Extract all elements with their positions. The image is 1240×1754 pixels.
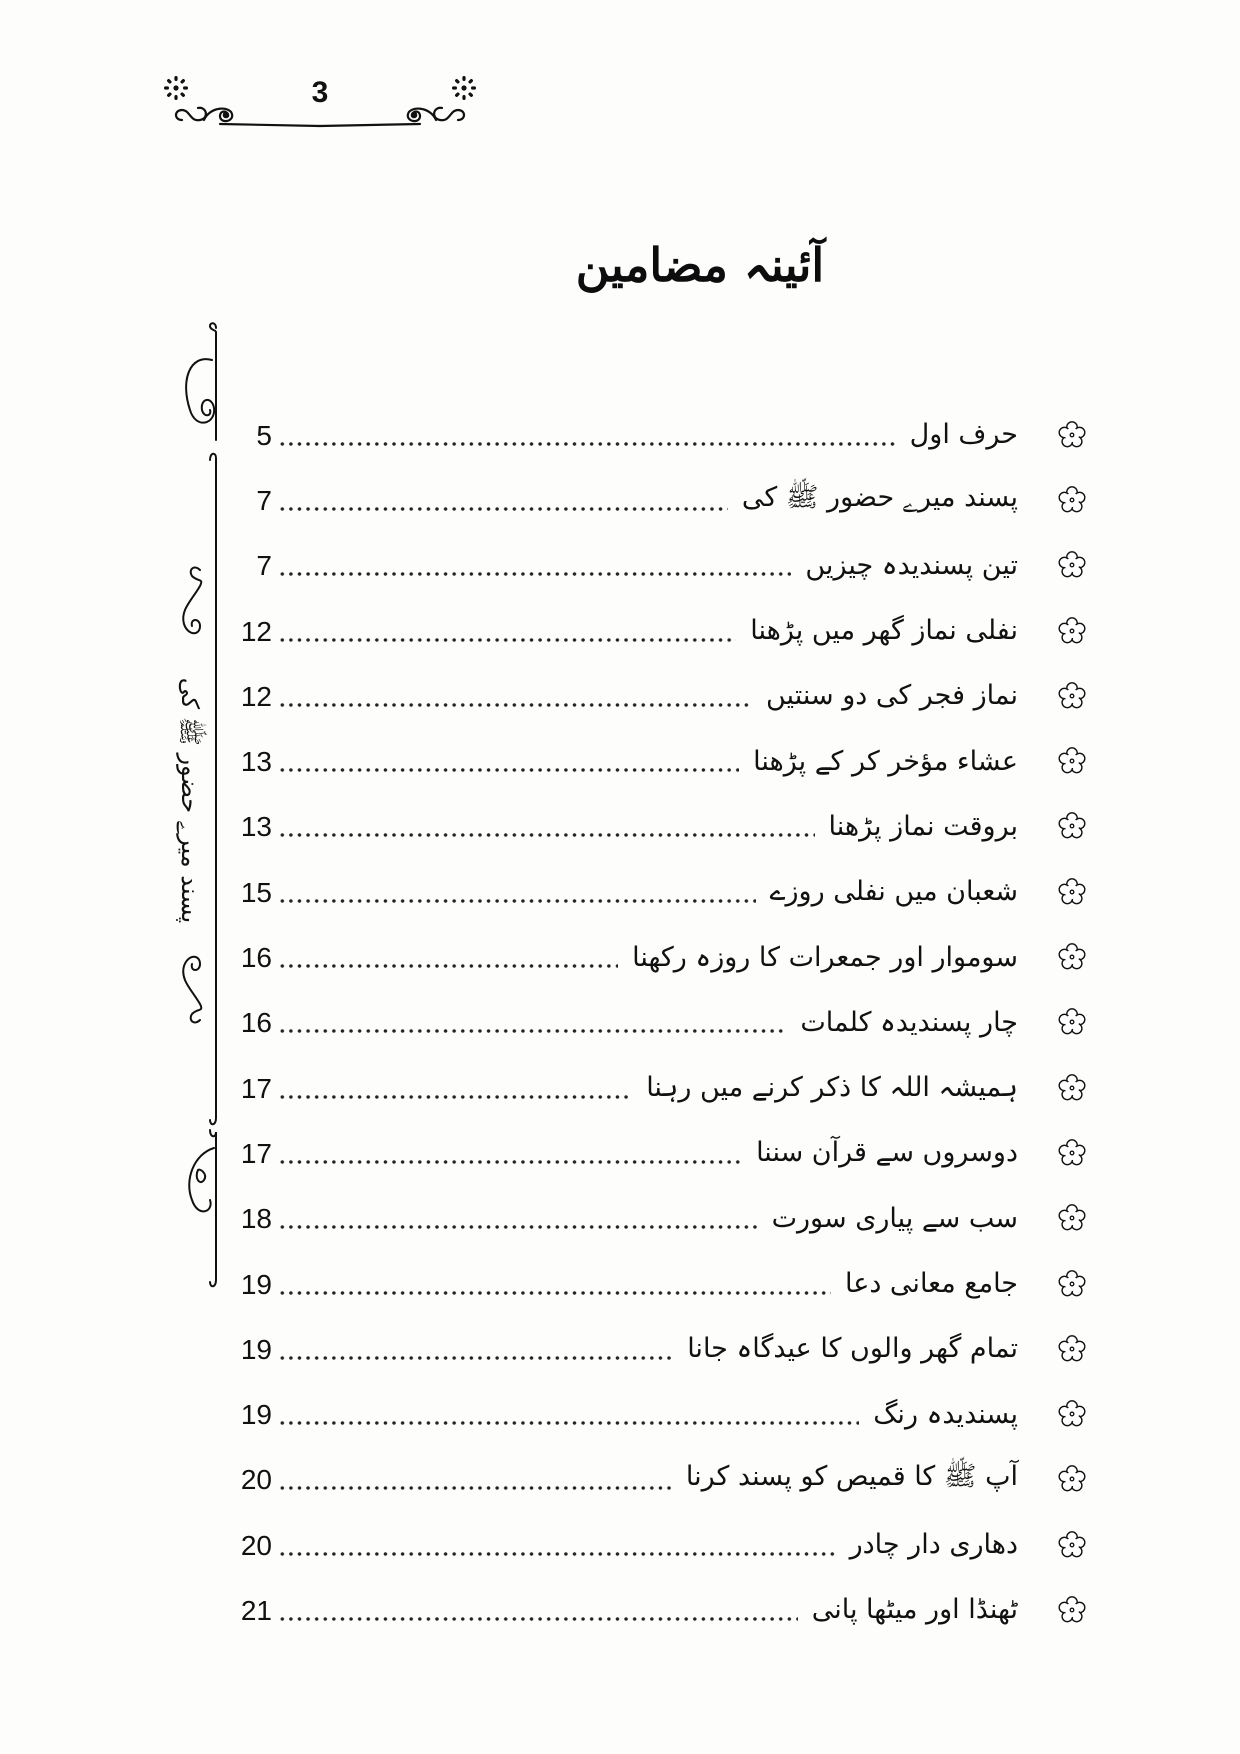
dot-leader <box>278 442 896 446</box>
toc-page-number: 7 <box>256 484 272 516</box>
toc-page-number: 17 <box>240 1137 272 1169</box>
table-of-contents <box>228 402 1098 1643</box>
dot-leader <box>278 1552 836 1556</box>
toc-page-number: 17 <box>240 1072 272 1104</box>
toc-entry-title: تین پسندیدہ چیزیں <box>801 550 1018 581</box>
toc-page-number: 16 <box>240 942 272 974</box>
dot-leader <box>278 1095 632 1099</box>
dot-leader <box>278 833 815 837</box>
toc-entry[interactable] <box>228 598 1098 663</box>
toc-page-number: 18 <box>240 1203 272 1235</box>
toc-page-number: 13 <box>240 746 272 778</box>
flower-bullet-icon <box>1046 614 1098 648</box>
toc-page-number: 20 <box>240 1529 272 1561</box>
toc-entry-title: دوسروں سے قرآن سننا <box>752 1137 1018 1168</box>
toc-entry[interactable] <box>228 533 1098 598</box>
toc-entry-title: چار پسندیدہ کلمات <box>796 1007 1018 1038</box>
toc-entry-title: تمام گھر والوں کا عیدگاہ جانا <box>683 1333 1018 1364</box>
side-running-title <box>168 590 208 1010</box>
dot-leader <box>278 1617 798 1621</box>
dot-leader <box>278 1029 786 1033</box>
flower-bullet-icon <box>1046 809 1098 843</box>
flower-bullet-icon <box>1046 1462 1098 1496</box>
toc-entry[interactable] <box>228 924 1098 989</box>
dot-leader <box>278 899 756 903</box>
toc-entry[interactable] <box>228 1251 1098 1316</box>
toc-entry[interactable] <box>228 1512 1098 1577</box>
toc-page-number: 19 <box>240 1333 272 1365</box>
toc-page-number: 19 <box>240 1399 272 1431</box>
toc-page-number: 16 <box>240 1007 272 1039</box>
flower-bullet-icon <box>1046 875 1098 909</box>
flower-bullet-icon <box>1046 1528 1098 1562</box>
flower-bullet-icon <box>1046 1332 1098 1366</box>
toc-entry[interactable] <box>228 1186 1098 1251</box>
flower-bullet-icon <box>1046 1005 1098 1039</box>
toc-entry[interactable] <box>228 728 1098 793</box>
toc-entry[interactable] <box>228 1316 1098 1381</box>
toc-entry[interactable] <box>228 990 1098 1055</box>
toc-entry-title: ہمیشہ اللہ کا ذکر کرنے میں رہنا <box>642 1072 1018 1103</box>
toc-entry[interactable] <box>228 859 1098 924</box>
toc-entry[interactable] <box>228 1577 1098 1642</box>
dot-leader <box>278 1160 742 1164</box>
flower-bullet-icon <box>1046 679 1098 713</box>
toc-page-number: 13 <box>240 811 272 843</box>
flower-bullet-icon <box>1046 1136 1098 1170</box>
toc-entry-title: آپ ﷺ کا قمیص کو پسند کرنا <box>682 1459 1018 1499</box>
flower-bullet-icon <box>1046 483 1098 517</box>
dot-leader <box>278 1225 758 1229</box>
toc-page-number: 15 <box>240 876 272 908</box>
toc-page-number: 20 <box>240 1464 272 1496</box>
toc-entry-title: جامع معانی دعا <box>841 1268 1018 1299</box>
flower-bullet-icon <box>1046 744 1098 778</box>
dot-leader <box>278 572 791 576</box>
dot-leader <box>278 1421 859 1425</box>
dot-leader <box>278 1291 831 1295</box>
toc-entry-title: سب سے پیاری سورت <box>768 1203 1018 1234</box>
toc-entry[interactable] <box>228 1120 1098 1185</box>
dot-leader <box>278 703 752 707</box>
toc-entry[interactable] <box>228 794 1098 859</box>
toc-entry-title: شعبان میں نفلی روزے <box>766 876 1018 907</box>
toc-page-number: 5 <box>256 419 272 451</box>
toc-entry-title: نماز فجر کی دو سنتیں <box>762 680 1018 711</box>
dot-leader <box>278 507 728 511</box>
dot-leader <box>278 638 736 642</box>
toc-entry[interactable] <box>228 1381 1098 1446</box>
flower-bullet-icon <box>1046 940 1098 974</box>
flower-bullet-icon <box>1046 1397 1098 1431</box>
toc-entry-title: پسندیدہ رنگ <box>869 1399 1018 1430</box>
flower-bullet-icon <box>1046 1201 1098 1235</box>
toc-entry-title: دھاری دار چادر <box>846 1529 1018 1560</box>
toc-entry-title: ٹھنڈا اور میٹھا پانی <box>808 1594 1018 1625</box>
toc-entry-title: پسند میرے حضور ﷺ کی <box>738 480 1018 520</box>
flower-bullet-icon <box>1046 1071 1098 1105</box>
toc-entry-title: حرف اول <box>906 419 1018 450</box>
toc-page-number: 19 <box>240 1268 272 1300</box>
page-header <box>160 70 480 130</box>
dot-leader <box>278 1356 673 1360</box>
toc-page-number: 7 <box>256 550 272 582</box>
toc-entry-title: سوموار اور جمعرات کا روزہ رکھنا <box>628 942 1018 973</box>
toc-entry[interactable] <box>228 467 1098 532</box>
toc-page-number: 12 <box>240 680 272 712</box>
toc-entry-title: نفلی نماز گھر میں پڑھنا <box>746 615 1018 646</box>
toc-entry[interactable] <box>228 663 1098 728</box>
toc-entry-title: بروقت نماز پڑھنا <box>825 811 1018 842</box>
toc-entry[interactable] <box>228 402 1098 467</box>
dot-leader <box>278 964 618 968</box>
flower-bullet-icon <box>1046 1267 1098 1301</box>
side-running-title-text: پسند میرے حضور ﷺ کی <box>176 677 205 923</box>
toc-page-number: 12 <box>240 615 272 647</box>
toc-entry[interactable] <box>228 1447 1098 1512</box>
dot-leader <box>278 768 739 772</box>
flower-bullet-icon <box>1046 548 1098 582</box>
toc-page-number: 21 <box>240 1594 272 1626</box>
toc-entry[interactable] <box>228 1055 1098 1120</box>
toc-entry-title: عشاء مؤخر کر کے پڑھنا <box>749 746 1018 777</box>
flower-bullet-icon <box>1046 418 1098 452</box>
page-number: 3 <box>311 76 329 109</box>
page-title: آئینہ مضامین <box>575 238 825 292</box>
dot-leader <box>278 1486 672 1490</box>
flower-bullet-icon <box>1046 1593 1098 1627</box>
